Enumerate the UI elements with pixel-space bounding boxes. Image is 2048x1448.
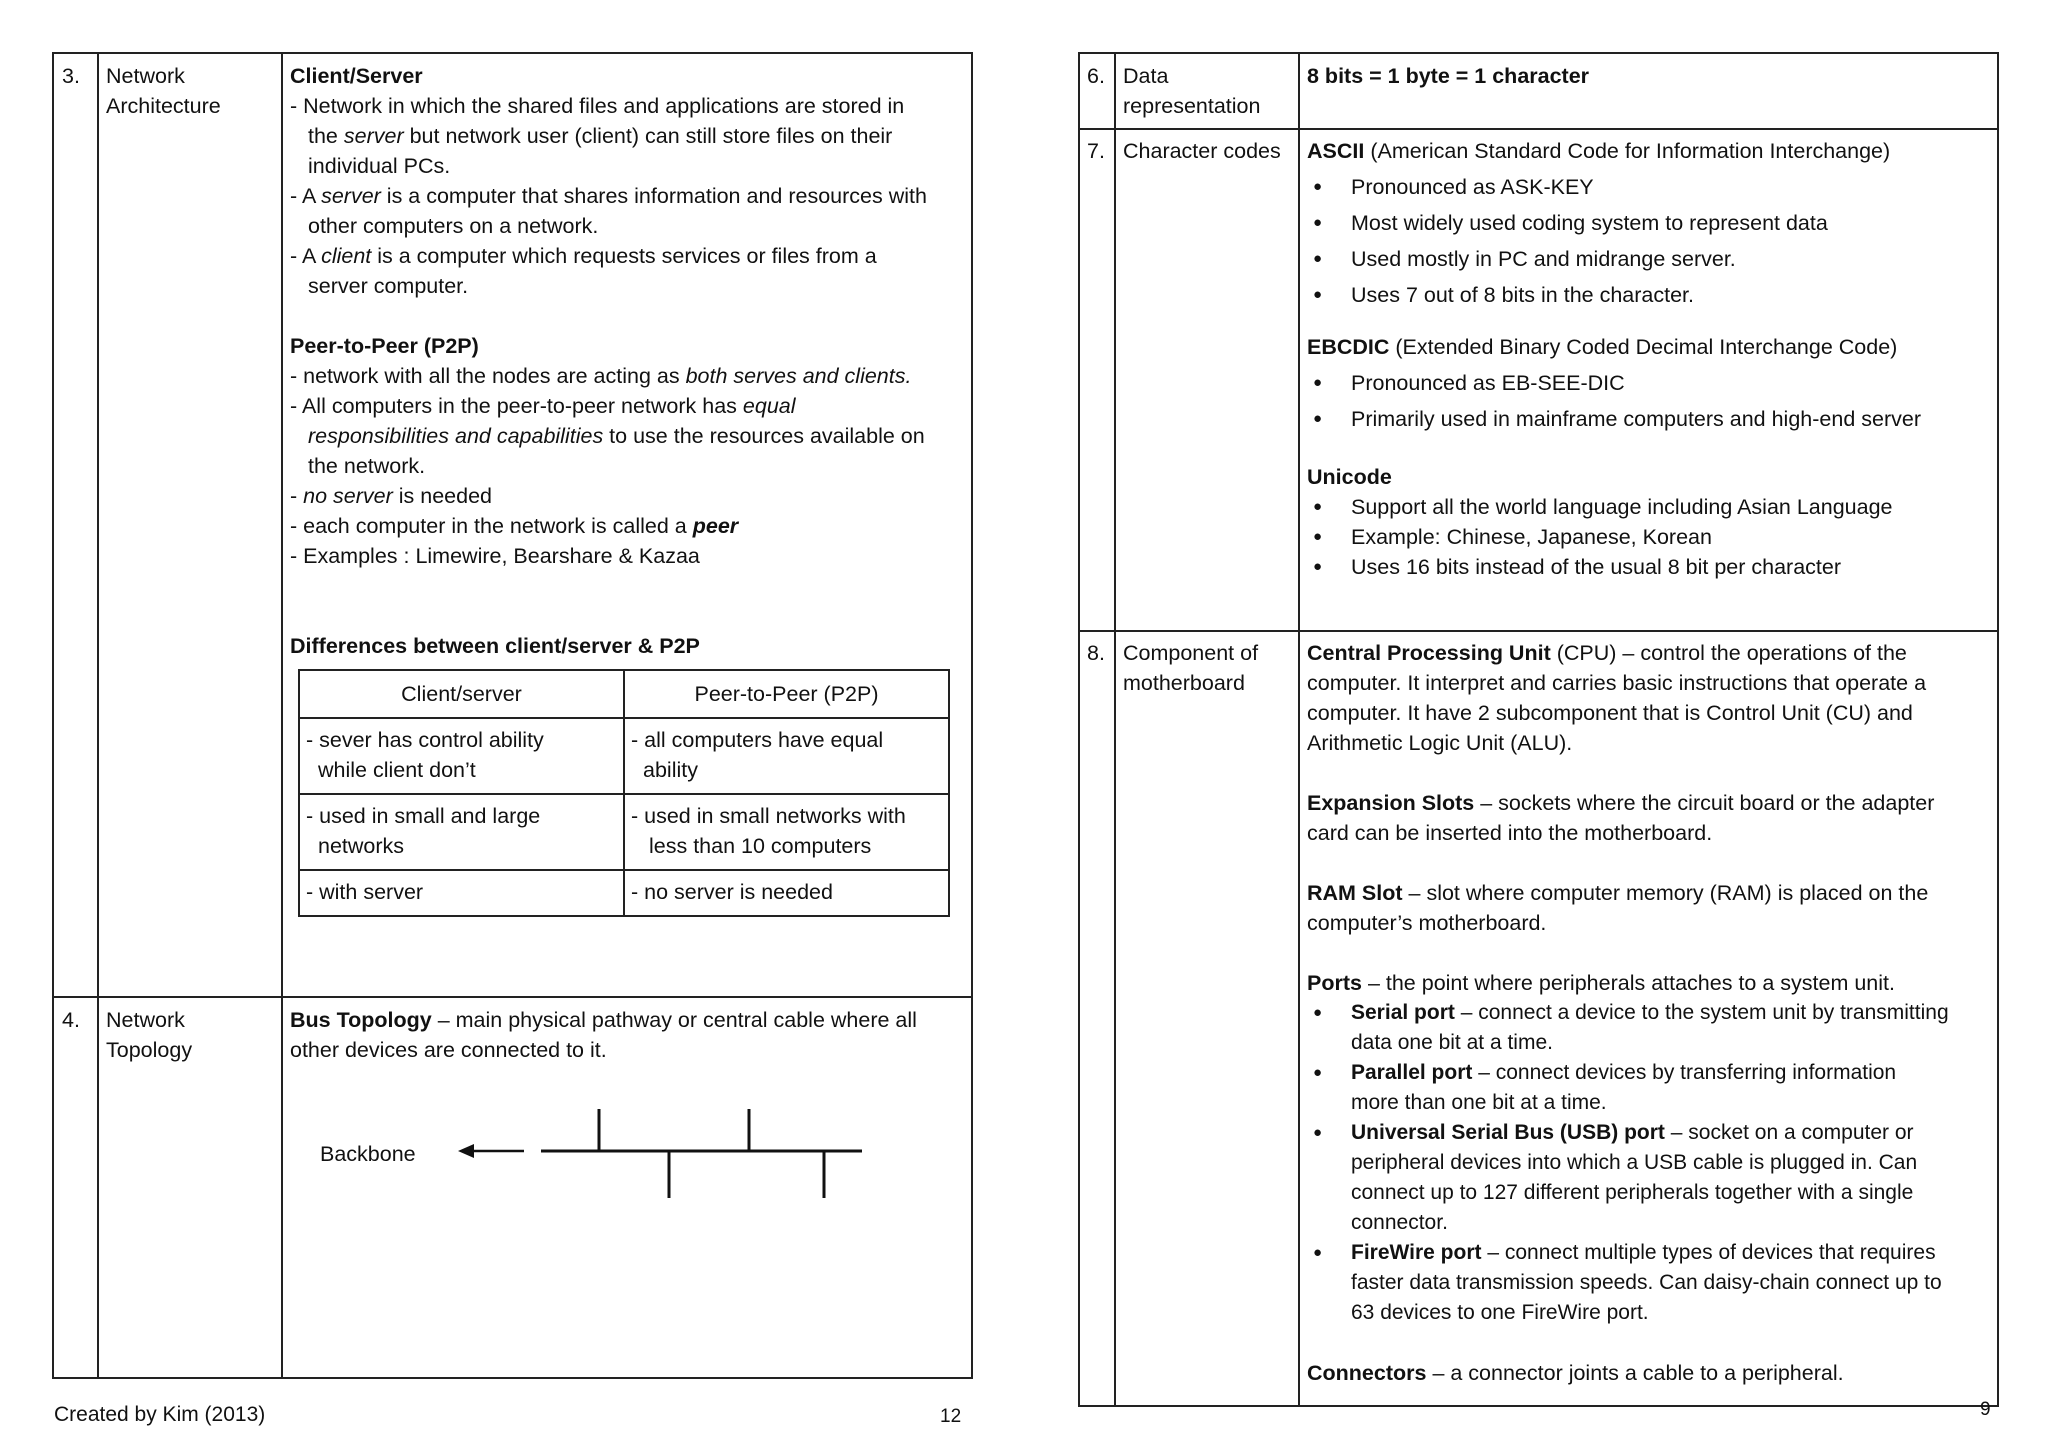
data-representation-content: 8 bits = 1 byte = 1 character bbox=[1307, 64, 1590, 88]
right-notes-table bbox=[1078, 52, 1999, 1407]
differences-heading: Differences between client/server & P2P bbox=[290, 634, 700, 658]
left-col-divider-1 bbox=[97, 54, 99, 1377]
list-item: ● Serial port – connect a device to the system unit by transmitting data one bit at a time. bbox=[1307, 998, 1997, 1058]
list-item: ● Example: Chinese, Japanese, Korean bbox=[1307, 522, 1997, 552]
list-item: ● Support all the world language including Asian Language bbox=[1307, 492, 1997, 522]
ebcdic-list bbox=[1307, 368, 1997, 434]
table-row: - used in small and large networks - used in small networks with less than 10 computers bbox=[299, 794, 949, 870]
list-item: ● Pronounced as ASK-KEY bbox=[1307, 172, 1997, 202]
unicode-heading: Unicode bbox=[1307, 465, 1392, 489]
connectors-heading: Connectors bbox=[1307, 1361, 1427, 1385]
table-row: - with server - no server is needed bbox=[299, 870, 949, 916]
row7-topic: Character codes bbox=[1123, 139, 1281, 163]
list-item: ● FireWire port – connect multiple types of devices that requires faster data transmission speeds. Can daisy-chain connect up to 63 devices to one FireWire port. bbox=[1307, 1238, 1997, 1328]
row8-topic: Component of motherboard bbox=[1123, 641, 1259, 695]
row3-number: 3. bbox=[62, 64, 80, 88]
row4-number: 4. bbox=[62, 1008, 80, 1032]
left-row-divider bbox=[54, 996, 971, 998]
list-item: ● Primarily used in mainframe computers and high-end server bbox=[1307, 404, 1997, 434]
list-item: ● Uses 16 bits instead of the usual 8 bit per character bbox=[1307, 552, 1997, 582]
list-item: ● Parallel port – connect devices by transferring information more than one bit at a time. bbox=[1307, 1058, 1997, 1118]
row4-topic: Network Topology bbox=[106, 1008, 193, 1062]
right-row-divider-2 bbox=[1080, 630, 1997, 632]
row4-content: Bus Topology – main physical pathway or central cable where all other devices are connected to it. bbox=[290, 1008, 917, 1062]
list-item: ● Pronounced as EB-SEE-DIC bbox=[1307, 368, 1997, 398]
list-item: ● Uses 7 out of 8 bits in the character. bbox=[1307, 280, 1997, 310]
ports-heading: Ports bbox=[1307, 971, 1362, 995]
unicode-list bbox=[1307, 492, 1997, 582]
bus-topology-diagram bbox=[454, 1109, 934, 1209]
backbone-arrow-head bbox=[458, 1144, 474, 1158]
ebcdic-heading: EBCDIC bbox=[1307, 335, 1390, 359]
bus-topology-heading: Bus Topology bbox=[290, 1008, 432, 1032]
left-page-number: 12 bbox=[940, 1406, 962, 1427]
right-col-divider-2 bbox=[1298, 54, 1300, 1405]
right-row-divider-1 bbox=[1080, 128, 1997, 130]
client-server-heading: Client/Server bbox=[290, 64, 423, 88]
row3-topic: Network Architecture bbox=[106, 64, 221, 118]
ram-slot-heading: RAM Slot bbox=[1307, 881, 1403, 905]
left-notes-table bbox=[52, 52, 973, 1379]
differences-table bbox=[298, 669, 950, 917]
right-page-number: 9 bbox=[1980, 1399, 1991, 1420]
list-item: ● Universal Serial Bus (USB) port – socket on a computer or peripheral devices into which a USB cable is plugged in. Can connect up to 127 different peripherals together with a single connector. bbox=[1307, 1118, 1997, 1238]
ports-list bbox=[1307, 998, 1997, 1328]
row7-content: ASCII (American Standard Code for Information Interchange) ● Pronounced as ASK-KEY ● Most widely used coding system to represent data ● Used mostly in PC and midrange server. ● Uses 7 out of 8 bits in the character. EBCDIC (Extended Binary Coded Decimal Interchange Code) ● Pronounced as EB-SEE-DIC ● Primarily used in mainframe computers and high-end server Unicode ● Support all the world language including Asian Language ● Example: Chinese, Japanese, Korean ● Uses 16 bits instead of the usual 8 bit per character bbox=[1307, 136, 1997, 582]
right-col-divider-1 bbox=[1114, 54, 1116, 1405]
footer-credit: Created by Kim (2013) bbox=[54, 1403, 266, 1426]
p2p-heading: Peer-to-Peer (P2P) bbox=[290, 334, 479, 358]
backbone-label: Backbone bbox=[320, 1142, 416, 1166]
table-row: - sever has control ability while client don’t - all computers have equal ability bbox=[299, 718, 949, 794]
list-item: ● Most widely used coding system to represent data bbox=[1307, 208, 1997, 238]
differences-table-header: Client/server Peer-to-Peer (P2P) bbox=[299, 670, 949, 718]
row3-content: Client/Server - Network in which the shared files and applications are stored in the server but network user (client) can still store files on their individual PCs. - A server is a computer that shares information and resources with other computers on a network. - A client is a computer which requests services or files from a server computer. Peer-to-Peer (P2P) - network with all the nodes are acting as both serves and clients. - All computers in the peer-to-peer network has equal responsibilities and capabilities to use the resources available on the network. - no server is needed - each computer in the network is called a peer - Examples : Limewire, Bearshare & Kazaa Differences between client/server & P2P Client/server Peer-to-Peer (P2P) - sever has control ability while client don’t - all computers have equal ability - used in small and large networks - used in small networks with less than 10 computers - with server - no server is needed bbox=[290, 61, 970, 929]
row8-number: 8. bbox=[1087, 641, 1105, 665]
ascii-list bbox=[1307, 172, 1997, 310]
expansion-slots-heading: Expansion Slots bbox=[1307, 791, 1475, 815]
ascii-heading: ASCII bbox=[1307, 139, 1365, 163]
left-col-divider-2 bbox=[281, 54, 283, 1377]
list-item: ● Used mostly in PC and midrange server. bbox=[1307, 244, 1997, 274]
cpu-heading: Central Processing Unit bbox=[1307, 641, 1551, 665]
row6-number: 6. bbox=[1087, 64, 1105, 88]
row7-number: 7. bbox=[1087, 139, 1105, 163]
row6-topic: Data representation bbox=[1123, 64, 1261, 118]
row8-content: Central Processing Unit (CPU) – control the operations of the computer. It interpret and carries basic instructions that operate a computer. It have 2 subcomponent that is Control Unit (CU) and Arithmetic Logic Unit (ALU). Expansion Slots – sockets where the circuit board or the adapter card can be inserted into the motherboard. RAM Slot – slot where computer memory (RAM) is placed on the computer’s motherboard. Ports – the point where peripherals attaches to a system unit. ● Serial port – connect a device to the system unit by transmitting data one bit at a time. ● Parallel port – connect devices by transferring information more than one bit at a time. ● Universal Serial Bus (USB) port – socket on a computer or peripheral devices into which a USB cable is plugged in. Can connect up to 127 different peripherals together with a single connector. ● FireWire port – connect multiple types of devices that requires faster data transmission speeds. Can daisy-chain connect up to 63 devices to one FireWire port. Connectors – a connector joints a cable to a peripheral. bbox=[1307, 638, 1997, 1388]
